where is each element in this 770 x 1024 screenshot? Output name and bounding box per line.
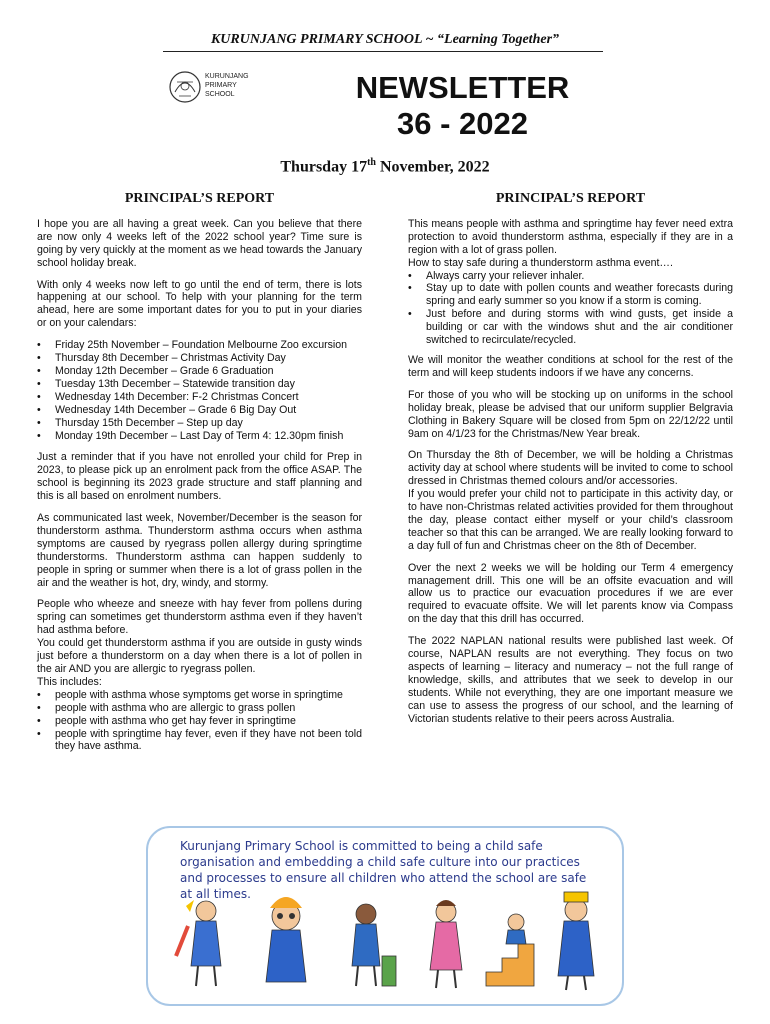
newsletter-title xyxy=(330,70,595,142)
child-figure-2 xyxy=(266,897,306,982)
date-day: Thursday 17 xyxy=(280,158,368,176)
section-heading: PRINCIPAL’S REPORT xyxy=(124,191,275,206)
paragraph: How to stay safe during a thunderstorm asthma event…. xyxy=(408,256,673,269)
paragraph: For those of you who will be stocking up on uniforms in the school holiday break, please be advised that our uniform supplier Belgravia Clothing in Bakery Square will be closed from 5pm on 22/12/22 until 9am on 4/1/23 for the Christmas/New Year break. xyxy=(408,388,733,440)
list-item: • Tuesday 13th December – Statewide transition day xyxy=(37,378,362,391)
list-item: • Thursday 8th December – Christmas Activity Day xyxy=(37,352,362,365)
list-item: • Monday 19th December – Last Day of Term 4: 12.30pm finish xyxy=(37,430,362,443)
list-item: • Always carry your reliever inhaler. xyxy=(408,270,733,283)
child-figure-1 xyxy=(176,900,221,986)
paragraph: This means people with asthma and springtime hay fever need extra protection to avoid thunderstorm asthma, especially if they are in a region with a lot of grass pollen. xyxy=(408,217,733,256)
list-item: • Just before and during storms with wind gusts, get inside a building or car with the windows shut and the air conditioner switched to recirculate/recycled. xyxy=(408,308,733,347)
paragraph: If you would prefer your child not to participate in this activity day, or to have non-Christmas related activities provided for them throughout the day, please contact either myself or your child’s classroom teacher so that this can be arranged. We are really looking forward to a day full of fun and Christmas cheer on the 8th of December. xyxy=(408,488,733,552)
list-item: • people with springtime hay fever, even if they have not been told they have asthma. xyxy=(37,728,362,754)
paragraph: The 2022 NAPLAN national results were published last week. Of course, NAPLAN results are not everything. They focus on two aspects of learning – literacy and numeracy – not the full range of knowledge, skills, and attributes that we seek to develop in our students. While not everything, they are one important measure we can use to assess the progress of our school, and the learning of Victorian students relative to their peers across Australia. xyxy=(408,635,733,725)
date-suffix: th xyxy=(367,157,376,168)
list-item: • Thursday 15th December – Step up day xyxy=(37,417,362,430)
list-item: • people with asthma whose symptoms get worse in springtime xyxy=(37,689,362,702)
paragraph: With only 4 weeks now left to go until the end of term, there is lots happening at our school. To help with your planning for the term ahead, here are some important dates for you to put in your diaries or on your calendars: xyxy=(37,278,362,330)
children-illustration xyxy=(166,886,606,996)
child-safe-banner xyxy=(146,826,624,1006)
newsletter-date xyxy=(0,157,770,176)
child-figure-6 xyxy=(558,892,594,990)
school-logo xyxy=(165,62,265,112)
list-item: • Friday 25th November – Foundation Melbourne Zoo excursion xyxy=(37,339,362,352)
banner-text: Kurunjang Primary School is committed to being a child safe organisation and embedding a child safe culture into our practices and processes to ensure all children who attend the school are safe at all times. xyxy=(180,839,587,901)
paragraph: People who wheeze and sneeze with hay fever from pollens during spring can sometimes get thunderstorm asthma even if they haven’t had asthma before. xyxy=(37,598,362,637)
date-rest: November, 2022 xyxy=(375,158,490,176)
list-item: • people with asthma who get hay fever in springtime xyxy=(37,715,362,728)
paragraph: As communicated last week, November/December is the season for thunderstorm asthma. Thunderstorm asthma occurs when asthma symptoms are caused by ryegrass pollen allergy during springtime thunderstorms. Thunderstorm asthma can happen suddenly to people in spring or summer when there is a lot of grass pollen in the air and the weather is hot, dry, windy, and stormy. xyxy=(37,512,362,589)
paragraph: Over the next 2 weeks we will be holding our Term 4 emergency management drill. This one will be an offsite evacuation and will allow us to practice our evacuation procedures if we are ever required to evacuate offsite. We will let parents know via Compass on the day that this drill has occurred. xyxy=(408,561,733,626)
paragraph: We will monitor the weather conditions at school for the rest of the term and will keep students indoors if we have any concerns. xyxy=(408,353,733,379)
paragraph: You could get thunderstorm asthma if you are outside in gusty winds just before a thunderstorm on a day when there is a lot of pollen in the air AND you are allergic to ryegrass pollen. xyxy=(37,637,362,675)
important-dates-list xyxy=(37,339,362,442)
paragraph: This includes: xyxy=(37,675,102,688)
newsletter-name: NEWSLETTER xyxy=(355,70,570,105)
paragraph: Just a reminder that if you have not enrolled your child for Prep in 2023, to please pick up an enrolment pack from the office ASAP. The school is beginning its 2023 grade structure and staff planning and this is all based on enrolment numbers. xyxy=(37,451,362,503)
svg-text:KURUNJANG: KURUNJANG xyxy=(205,73,249,80)
list-item: • Monday 12th December – Grade 6 Graduation xyxy=(37,365,362,378)
paragraph: On Thursday the 8th of December, we will be holding a Christmas activity day at school where students will be invited to come to school dressed in Christmas themed colours and/or accessories. xyxy=(408,449,733,488)
svg-text:SCHOOL: SCHOOL xyxy=(205,91,235,98)
paragraph: I hope you are all having a great week. Can you believe that there are now only 4 weeks left of the 2022 school year? Time sure is going by very quickly at the moment as we head towards the January school holiday break. xyxy=(37,217,362,269)
list-item: • people with asthma who are allergic to grass pollen xyxy=(37,702,362,715)
newsletter-issue: 36 - 2022 xyxy=(397,106,528,141)
child-figure-4 xyxy=(430,900,462,988)
list-item: • Wednesday 14th December – Grade 6 Big Day Out xyxy=(37,404,362,417)
section-heading: PRINCIPAL’S REPORT xyxy=(495,191,646,206)
safety-tips-list xyxy=(408,270,733,347)
list-item: • Stay up to date with pollen counts and weather forecasts during spring and early summer so you know if a storm is coming. xyxy=(408,282,733,308)
list-item: • Wednesday 14th December: F-2 Christmas Concert xyxy=(37,391,362,404)
school-header: KURUNJANG PRIMARY SCHOOL ~ “Learning Together” xyxy=(210,32,560,47)
left-column xyxy=(37,193,362,762)
child-figure-5 xyxy=(486,914,534,986)
svg-text:PRIMARY: PRIMARY xyxy=(205,82,237,89)
header-rule xyxy=(163,51,603,52)
includes-list xyxy=(37,689,362,754)
child-figure-3 xyxy=(352,904,396,986)
right-column xyxy=(408,193,733,735)
